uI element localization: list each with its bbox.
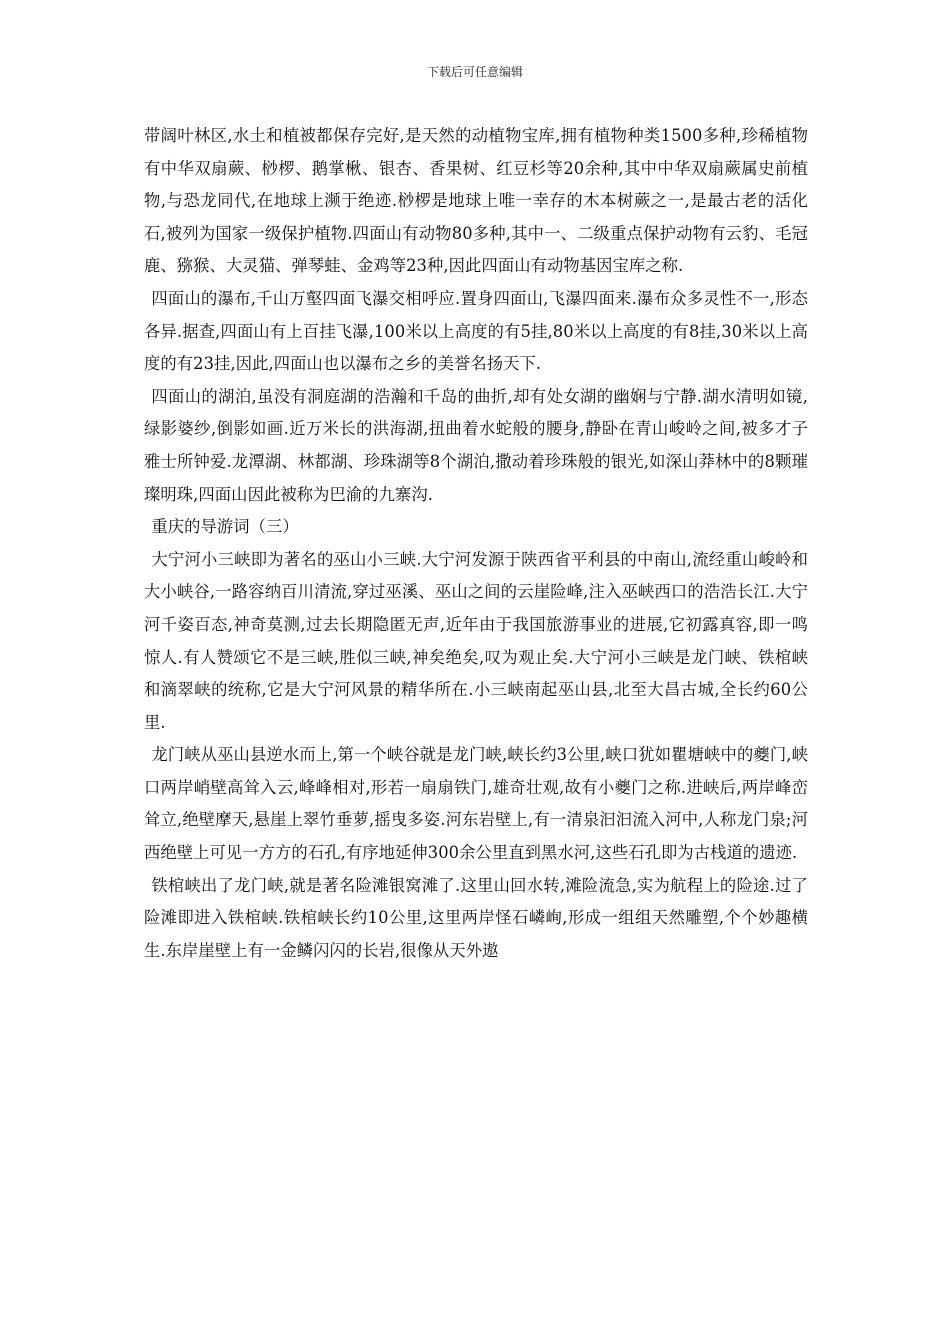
paragraph-waterfalls: 四面山的瀑布,千山万壑四面飞瀑交相呼应.置身四面山,飞瀑四面来.瀑布众多灵性不一,形态各异.据查,四面山有上百挂飞瀑,100米以上高度的有5挂,80米以上高度的有8挂,30米以上高度的有23挂,因此,四面山也以瀑布之乡的美誉名扬天下. xyxy=(144,288,808,374)
paragraph-flora-fauna: 带阔叶林区,水土和植被都保存完好,是天然的动植物宝库,拥有植物种类1500多种,珍稀植物有中华双扇蕨、桫椤、鹅掌楸、银杏、香果树、红豆杉等20余种,其中中华双扇蕨属史前植物,与恐龙同代,在地球上濒于绝迹.桫椤是地球上唯一幸存的木本树蕨之一,是最古老的活化石,被列为国家一级保护植物.四面山有动物80多种,其中一、二级重点保护动物有云豹、毛冠鹿、猕猴、大灵猫、弹琴蛙、金鸡等23种,因此四面山有动物基因宝库之称. xyxy=(144,126,808,276)
paragraph-lakes: 四面山的湖泊,虽没有洞庭湖的浩瀚和千岛的曲折,却有处女湖的幽娴与宁静.湖水清明如镜,绿影婆纱,倒影如画.近万米长的洪海湖,扭曲着水蛇般的腰身,静卧在青山峻岭之间,被多才子雅士所钟爱.龙潭湖、林都湖、珍珠湖等8个湖泊,撒动着珍珠般的银光,如深山莽林中的8颗璀璨明珠,四面山因此被称为巴渝的九寨沟. xyxy=(144,386,808,504)
section-heading: 重庆的导游词（三） xyxy=(151,517,299,537)
document-body xyxy=(144,120,808,967)
paragraph-longmen-gorge: 龙门峡从巫山县逆水而上,第一个峡谷就是龙门峡,峡长约3公里,峡口犹如瞿塘峡中的夔门,峡口两岸峭壁高耸入云,峰峰相对,形若一扇扇铁门,雄奇壮观,故有小夔门之称.进峡后,两岸峰峦耸立,绝壁摩天,悬崖上翠竹垂萝,摇曳多姿.河东岩壁上,有一清泉汩汩流入河中,人称龙门泉;河西绝壁上可见一方方的石孔,有序地延伸300余公里直到黑水河,这些石孔即为古栈道的遗迹. xyxy=(144,745,808,863)
page-header: 下载后可任意编辑 xyxy=(426,65,523,79)
paragraph-daning-river: 大宁河小三峡即为著名的巫山小三峡.大宁河发源于陕西省平利县的中南山,流经重山峻岭和大小峡谷,一路容纳百川清流,穿过巫溪、巫山之间的云崖险峰,注入巫峡西口的浩浩长江.大宁河千姿百态,神奇莫测,过去长期隐匿无声,近年由于我国旅游事业的进展,它初露真容,即一鸣惊人.有人赞颂它不是三峡,胜似三峡,神矣绝矣,叹为观止矣.大宁河小三峡是龙门峡、铁棺峡和滴翠峡的统称,它是大宁河风景的精华所在.小三峡南起巫山县,北至大昌古城,全长约60公里. xyxy=(144,549,808,732)
paragraph-tieguan-gorge: 铁棺峡出了龙门峡,就是著名险滩银窝滩了.这里山回水转,滩险流急,实为航程上的险途.过了险滩即进入铁棺峡.铁棺峡长约10公里,这里两岸怪石嶙峋,形成一组组天然雕塑,个个妙趣横生.东岸崖壁上有一金鳞闪闪的长岩,很像从天外遨 xyxy=(144,875,808,960)
